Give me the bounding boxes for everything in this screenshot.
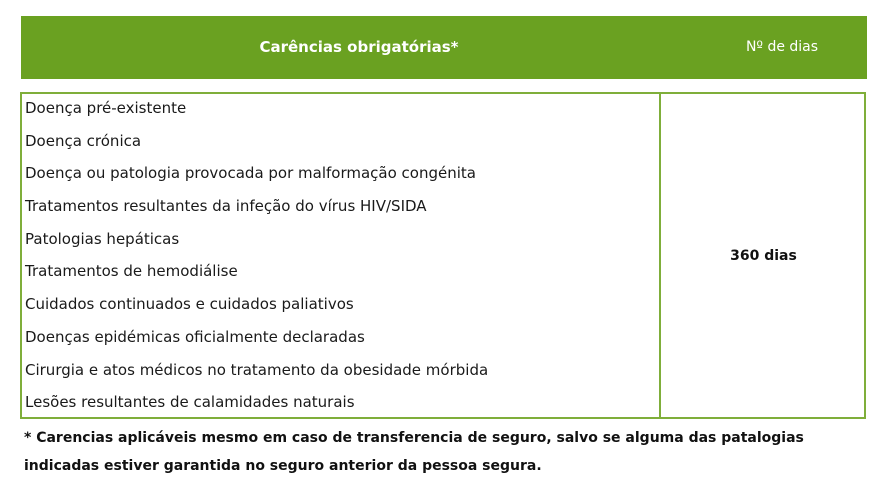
table-row: Cirurgia e atos médicos no tratamento da obesidade mórbida	[25, 360, 489, 379]
table-row: Cuidados continuados e cuidados paliativos	[25, 295, 354, 314]
table-row: Doença crónica	[25, 131, 142, 150]
footnote-line-1: * Carencias aplicáveis mesmo em caso de transferencia de seguro, salvo se alguma das patalogias	[24, 430, 804, 446]
table-row: Tratamentos de hemodiálise	[25, 262, 238, 281]
header-days-label: Nº de dias	[745, 39, 819, 55]
days-value: 360 dias	[730, 247, 797, 264]
table-row: Doença ou patologia provocada por malformação congénita	[25, 164, 476, 183]
footnote-line-2: indicadas estiver garantida no seguro anterior da pessoa segura.	[24, 458, 542, 474]
conditions-list	[25, 97, 488, 424]
table-row: Doenças epidémicas oficialmente declaradas	[25, 327, 365, 346]
days-value-cell	[661, 94, 866, 417]
table-row: Tratamentos resultantes da infeção do vírus HIV/SIDA	[25, 197, 427, 216]
waiting-periods-table	[20, 92, 866, 419]
table-row: Lesões resultantes de calamidades naturais	[25, 393, 355, 412]
table-row: Doença pré-existente	[25, 99, 187, 117]
table-header	[21, 16, 867, 79]
header-title: Carências obrigatórias*	[259, 38, 459, 56]
footnote	[24, 424, 864, 480]
table-row: Patologias hepáticas	[25, 229, 180, 248]
